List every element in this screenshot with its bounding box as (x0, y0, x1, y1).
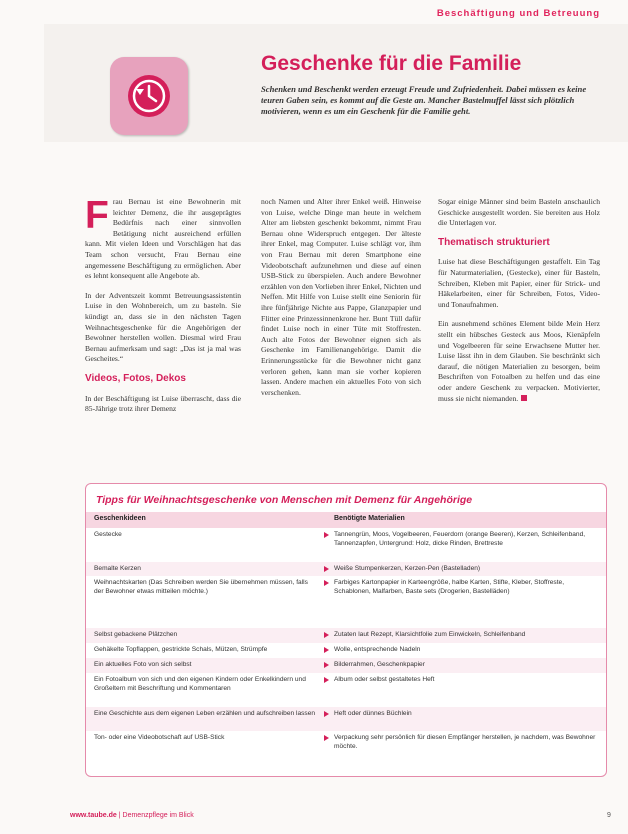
arrow-icon (324, 532, 329, 538)
table-cell-materials: Weiße Stumpenkerzen, Kerzen-Pen (Bastelladen) (334, 565, 481, 572)
paragraph: Sogar einige Männer sind beim Basteln anschaulich Geschicke ausgestellt worden. Sie bereiten aus Holz die Unterlagen vor. (438, 197, 600, 228)
table-row (86, 643, 606, 658)
arrow-icon (324, 677, 329, 683)
article-title: Geschenke für die Familie (261, 52, 522, 75)
arrow-icon (324, 580, 329, 586)
paragraph: In der Beschäftigung ist Luise überrascht, dass die 85-Jährige trotz ihrer Demenz (85, 393, 241, 414)
table-cell-materials: Wolle, entsprechende Nadeln (334, 646, 421, 653)
table-cell-materials: Verpackung sehr persönlich für diesen Empfänger herstellen, je nachdem, was Bewohner möchte. (334, 734, 596, 750)
article-lead: Schenken und Beschenkt werden erzeugt Freude und Zufriedenheit. Dabei müssen es keine teuren Gaben sein, es kommt auf die Geste an. Mancher Bastelmuffel lässt sich plötzlich motivieren, wenn es um ein Geschenk für die Familie geht. (261, 84, 587, 116)
arrow-icon (324, 566, 329, 572)
footer-url (70, 812, 194, 819)
table-cell-materials: Heft oder dünnes Büchlein (334, 710, 412, 717)
text-column-2 (261, 197, 421, 407)
table-cell-materials: Tannengrün, Moos, Vogelbeeren, Feuerdorn (orange Beeren), Kerzen, Schleifenband, Tannenzapfen, Untergrund: Holz, dicke Rinden, Brettreste (334, 531, 586, 547)
table-cell-materials: Bilderrahmen, Geschenkpapier (334, 661, 425, 668)
table-cell-idea: Gestecke (94, 531, 122, 538)
table-cell-idea: Ton- oder eine Videobotschaft auf USB-Stick (94, 734, 225, 741)
table-row (86, 562, 606, 576)
table-row (86, 628, 606, 643)
end-mark-icon (521, 395, 527, 401)
subheading: Thematisch strukturiert (438, 236, 550, 248)
arrow-icon (324, 711, 329, 717)
arrow-icon (324, 735, 329, 741)
column-header-materials: Benötigte Materialien (334, 515, 405, 522)
table-row (86, 658, 606, 673)
table-row (86, 673, 606, 707)
tips-table (85, 483, 607, 777)
section-label: Beschäftigung und Betreuung (436, 8, 600, 19)
paragraph: rau Bernau ist eine Bewohnerin mit leichter Demenz, die ihr ausgeprägtes Bedürfnis nach einer sinnvollen Betätigung nicht ausreichend erfüllen kann. Mit vielen Ideen und Vorschlägen hat das Team schon versucht, Frau Bernau eine angemessene Beschäftigung zu ermöglichen. Aber es lehnt konsequent alle Angebote ab. (85, 197, 241, 281)
table-cell-idea: Ein Fotoalbum von sich und den eigenen Kindern oder Enkelkindern und Großeltern mit Beschriftung und Kommentaren (94, 676, 306, 692)
clock-arrow-icon (126, 73, 172, 119)
column-header-ideas: Geschenkideen (94, 515, 146, 522)
table-cell-materials: Zutaten laut Rezept, Klarsichtfolie zum Einwickeln, Schleifenband (334, 631, 526, 638)
table-cell-materials: Album oder selbst gestaltetes Heft (334, 676, 435, 683)
text-column-1 (85, 194, 241, 424)
table-title: Tipps für Weihnachtsgeschenke von Menschen mit Demenz für Angehörige (96, 494, 473, 506)
footer-url-rest: | Demenzpflege im Blick (116, 812, 194, 819)
subheading: Videos, Fotos, Dekos (85, 372, 186, 384)
paragraph: noch Namen und Alter ihrer Enkel weiß. Hinweise von Luise, welche Dinge man heute in welchem Alter am liebsten geschenkt bekommt, nimmt Frau Bernau ohne Widerspruch entgegen. Der älteste ihrer Enkel, mag Computer. Luise schlägt vor, ihm von Frau Bernau mit deren Smartphone eine Videobotschaft aufzunehmen und diese auf einen USB-Stick zu überspielen. Auch andere Bewohner erzählen von den Vorlieben ihrer Enkel, Nichten und Neffen. Mit Hilfe von Luise stellt eine Seniorin für ihre fünfjährige Nichte aus Pappe, Glanzpapier und Flitter eine Prinzessinnenkrone her. Bunt Tüll dafür findet Luise noch in einer Tüte mit Stoffresten. Auch alte Fotos der Bewohner eignen sich als Geschenke im Familienangehörige. Damit die Erinnerungsstücke für die Bewohner nicht ganz verloren gehen, kann man sie vorher kopieren lassen. Andere machen ein aktuelles Foto von sich verschenken. (261, 197, 421, 397)
arrow-icon (324, 662, 329, 668)
paragraph: Luise hat diese Beschäftigungen gestaffelt. Ein Tag für Naturmaterialien, (Gestecke), einer für Basteln, Schreiben, Kleben mit Papier, einer für Strick- und Häkelarbeiten, einer für Schreiben, Fotos, Video- und Tonaufnahmen. (438, 257, 600, 309)
drop-cap: F (85, 194, 109, 237)
table-row (86, 707, 606, 731)
text-column-3 (438, 197, 600, 413)
table-cell-idea: Gehäkelte Topflappen, gestrickte Schals, Mützen, Strümpfe (94, 646, 268, 653)
table-row (86, 528, 606, 562)
table-cell-materials: Farbiges Kartonpapier in Karteengröße, halbe Karten, Stifte, Kleber, Stoffreste, Schablonen, Malfarben, Baste sets (Drogerien, Bastelläden) (334, 579, 565, 595)
table-cell-idea: Selbst gebackene Plätzchen (94, 631, 178, 638)
page-number: 9 (607, 812, 611, 819)
table-cell-idea: Ein aktuelles Foto von sich selbst (94, 661, 192, 668)
arrow-icon (324, 632, 329, 638)
table-cell-idea: Eine Geschichte aus dem eigenen Leben erzählen und aufschreiben lassen (94, 710, 316, 717)
arrow-icon (324, 647, 329, 653)
table-cell-idea: Bemalte Kerzen (94, 565, 141, 572)
table-row (86, 731, 606, 761)
table-header (86, 512, 606, 528)
footer-url-domain: www.taube.de (70, 812, 117, 819)
table-row (86, 576, 606, 628)
paragraph: Ein ausnehmend schönes Element bilde Mein Herz stellt ein hübsches Gesteck aus Moos, Kienäpfeln und Vogelbeeren für seine Erwachsene Mutter her. Luise lässt ihn in dem Glauben. Sie beschränkt sich darauf, die nötigen Materialien zu besorgen, beim Beschriften von Fotoalben zu helfen und das eine oder andere Geschenk zu verpacken. Motivierter, muss sie nicht niemanden. (438, 319, 600, 403)
table-cell-idea: Weihnachtskarten (Das Schreiben werden Sie übernehmen müssen, falls der Bewohner etwas mitteilen möchte.) (94, 579, 308, 595)
paragraph: In der Adventszeit kommt Betreuungsassistentin Luise in den Wohnbereich, um zu basteln. Sie kündigt an, dass sie in den nächsten Tagen Weihnachtsgeschenke für die Angehörigen der Bewohner herstellen wollen. Diesmal wird Frau Bernau aufmerksam und sagt: „Das ist ja mal was Gescheites.“ (85, 290, 241, 364)
